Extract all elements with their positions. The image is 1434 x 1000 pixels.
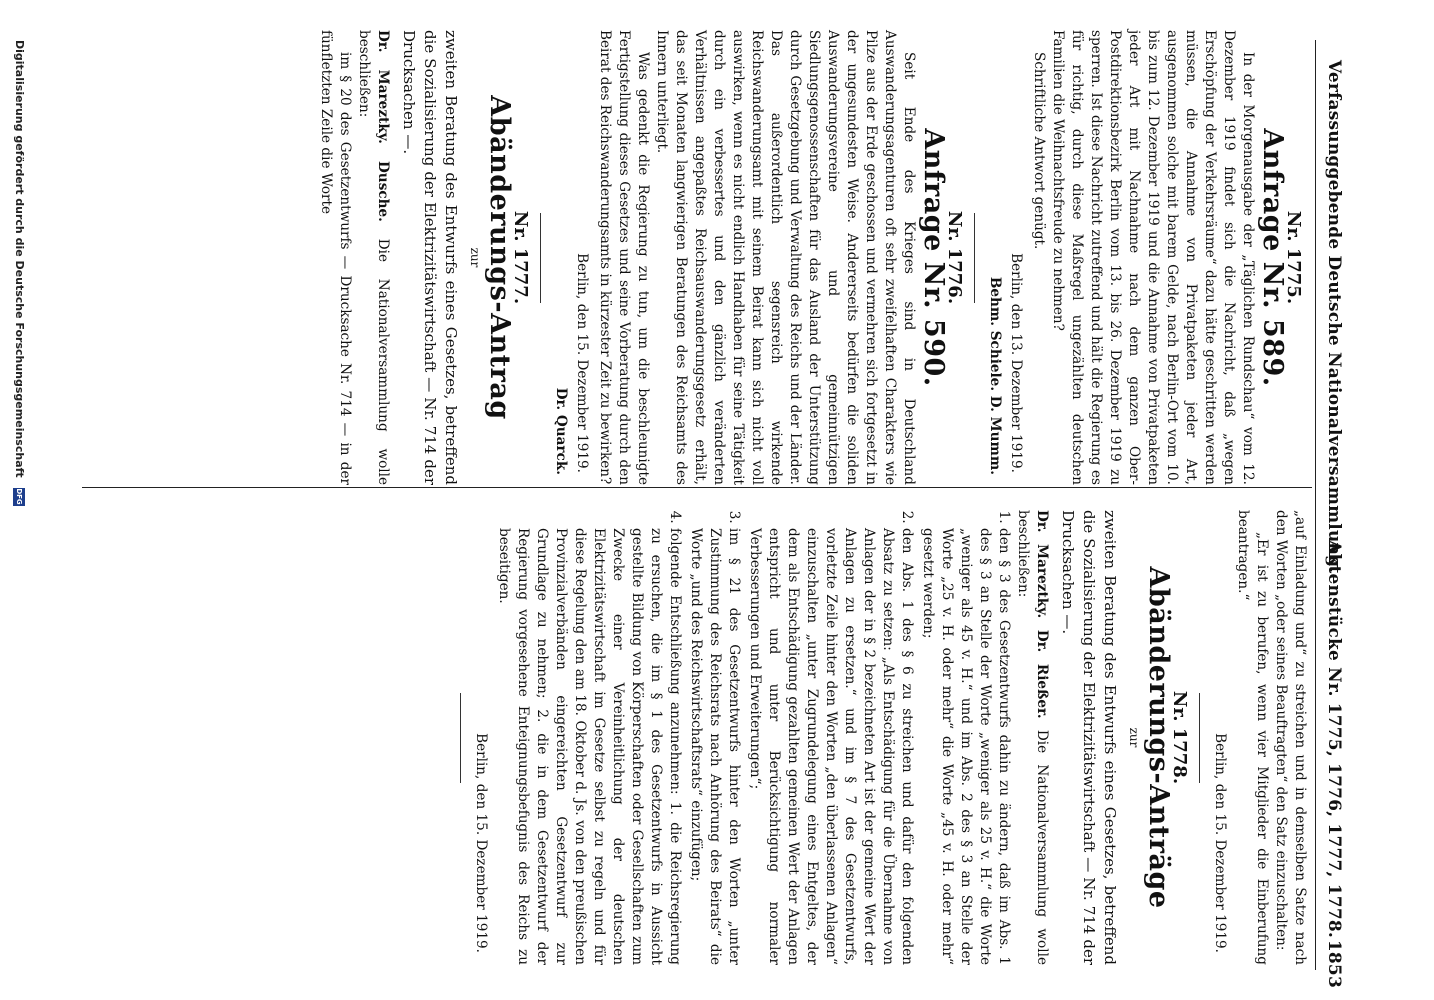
signature-names: Behm. Schiele. D. Mumm.: [987, 276, 1003, 475]
item-title: Anfrage Nr. 590.: [918, 128, 949, 387]
amendment-list: [494, 510, 1013, 965]
continuation-text: „auf Einladung und“ zu streichen und in demselben Satze nach den Worten „oder seines Beauftragten“ den Satz einzuschalten:: [1273, 510, 1308, 965]
right-column: [59, 510, 1309, 965]
item-question: Was gedenkt die Regierung zu tun, um die beschleunigte Fertigstellung dieses Gesetzes und seine Vorberatung durch den Beirat des Reichswanderungsamts in kürzester Zeit zu bewirken?: [597, 30, 651, 485]
motion-names: Dr. Mareztky. Dusche.: [375, 30, 391, 222]
item-title: Anfrage Nr. 589.: [1257, 128, 1288, 387]
item-signature: [551, 30, 570, 475]
zur-label: zur: [468, 247, 482, 268]
item-number: Nr. 1778.: [1169, 690, 1190, 785]
item-date: Berlin, den 15. Dezember 1919.: [1212, 733, 1228, 953]
list-item: 2. den Abs. 1 des § 6 zu streichen und dafür den folgenden Absatz zu setzen: „Als Entschädigung für die Übernahme von Anlagen der in § 2 bezeichneten Art ist der gemeine Wert der Anlagen zu ersetzen.“ und im § 7 des Gesetzentwurfs, vorletzte Zeile hinter den Worten „den überlassenen Anlagen“ einzuschalten „unter Zugrundelegung eines Entgeltes, der dem als Entschädigung gezahlten gemeinen Wert der Anlagen entspricht und unter Berücksichtigung normaler Verbesserungen und Erweiterungen“;: [745, 528, 916, 965]
item-body: In der Morgenausgabe der „Täglichen Rundschau“ vom 12. Dezember 1919 findet sich die Nachricht, daß „wegen Erschöpfung der Verkehrsräume“ dazu hätte geschritten werden müssen, die Annahme von Privatpaketen jeder Art, ausgenommen solche mit barem Gelde, nach Berlin-Ort vom 10. bis zum 12. Dezember 1919 und die Annahme von Privatpaketen jeder Art mit Nachnahme nach dem ganzen Ober-Postdirektionsbezirk Berlin vom 13. bis 26. Dezember 1919 zu sperren. Ist diese Nachricht zutreffend und hält die Regierung es für richtig, durch diese Maßregel ungezählten deutschen Familien die Weihnachtsfreude zu nehmen?: [1050, 30, 1256, 485]
zur-label: zur: [1127, 727, 1141, 748]
item-number: Nr. 1777.: [510, 210, 531, 305]
motion-names: Dr. Mareztky. Dr. Rießer.: [1034, 510, 1050, 719]
list-item: 1. den § 3 des Gesetzentwurfs dahin zu ändern, daß im Abs. 1 des § 3 an Stelle der Worte „weniger als 25 v. H.“ die Worte „weniger als 45 v. H.“ und im Abs. 2 des § 3 an Stelle der Worte „25 v. H. oder mehr“ die Worte „45 v. H. oder mehr“ gesetzt werden;: [918, 528, 1013, 965]
item-body: im § 20 des Gesetzentwurfs — Drucksache Nr. 714 — in der fünfletzten Zeile die Worte: [318, 30, 353, 485]
item-motion: [354, 30, 392, 485]
list-item: 3. im § 21 des Gesetzentwurfs hinter den Worten „unter Zustimmung des Reichsrats nach Anhörung des Beirats“ die Worte „und des Reichswirtschaftsrats“ einzufügen;: [686, 528, 743, 965]
credit-text: Digitalisierung gefördert durch die Deutsche Forschungsgemeinschaft: [13, 40, 26, 478]
continuation-quote: „Er ist zu berufen, wenn vier Mitglieder die Einberufung beantragen.“: [1235, 510, 1270, 965]
item-title: Abänderungs-Antrag: [484, 95, 515, 420]
item-subject: zweiten Beratung des Entwurfs eines Gesetzes, betreffend die Sozialisierung der Elektrizitätswirtschaft — Nr. 714 der Drucksachen —.: [1059, 510, 1119, 965]
item-date: Berlin, den 13. Dezember 1919.: [1008, 253, 1024, 473]
separator: [540, 213, 541, 303]
dfg-logo: DFG: [15, 488, 23, 505]
separator: [460, 693, 461, 783]
running-header: [1318, 40, 1344, 988]
motion-text: Die Nationalversammlung wolle beschließen:: [1015, 510, 1050, 965]
item-motion: [1013, 510, 1051, 965]
list-item: 4. folgende Entschließung anzunehmen: 1. die Reichsregierung zu ersuchen, die im § 1 des Gesetzentwurfs in Aussicht gestellte Bildung von Körperschaften oder Gesellschaften zum Zwecke einer Vereinheitlichung der deutschen Elektrizitätswirtschaft im Gesetze selbst zu regeln und für diese Regelung den am 18. Oktober d. Js. von den preußischen Provinzialverbänden eingereichten Gesetzentwurf zur Grundlage zu nehmen; 2. die in dem Gesetzentwurf der Regierung vorgesehene Enteignungsbefugnis des Reichs zu beseitigen.: [494, 528, 684, 965]
item-date: Berlin, den 15. Dezember 1919.: [574, 253, 590, 473]
column-divider: [82, 487, 1312, 488]
header-left: Verfassunggebende Deutsche Nationalversammlung.: [1324, 60, 1344, 574]
signature-names: Dr. Quarck.: [553, 387, 569, 475]
item-title: Abänderungs-Anträge: [1143, 566, 1174, 909]
item-signature: [985, 30, 1004, 475]
digitization-credit: [8, 40, 26, 980]
motion-text: Die Nationalversammlung wolle beschließen:: [356, 30, 391, 486]
item-date: Berlin, den 15. Dezember 1919.: [473, 733, 489, 953]
left-column: [59, 30, 1309, 485]
item-number: Nr. 1775.: [1283, 210, 1304, 305]
item-subject: zweiten Beratung des Entwurfs eines Gesetzes, betreffend die Sozialisierung der Elektrizitätswirtschaft — Nr. 714 der Drucksachen —.: [400, 30, 460, 485]
separator: [1199, 693, 1200, 783]
item-note: Schriftliche Antwort genügt.: [1031, 52, 1047, 250]
page-number: 1853: [1324, 939, 1344, 988]
item-body: Seit Ende des Krieges sind in Deutschland Auswanderungsagenturen oft sehr zweifelhaften Charakters wie Pilze aus der Erde geschossen und vermehren sich fortgesetzt in der ungesundesten Weise. Andererseits bedürfen die soliden Auswanderungsvereine und gemeinnützigen Siedlungsgenossenschaften für das Ausland der Unterstützung durch Gesetzgebung und Verwaltung des Reichs und der Länder. Das außerordentlich segensreich wirkende Reichswanderungsamt mit seinem Beirat kann sich nicht voll auswirken, wenn es nicht endlich Handhaben für seine Tätigkeit durch ein verbessertes und den gänzlich veränderten Verhältnissen angepaßtes Reichsauswanderungsgesetz erhält, das seit Monaten langwierigen Beratungen des Reichsamts des Innern unterliegt.: [654, 30, 917, 485]
header-rule: [1315, 40, 1316, 970]
item-number: Nr. 1776.: [944, 210, 965, 305]
separator: [974, 213, 975, 303]
header-right: Aktenstücke Nr. 1775, 1776, 1777, 1778.: [1324, 540, 1344, 938]
